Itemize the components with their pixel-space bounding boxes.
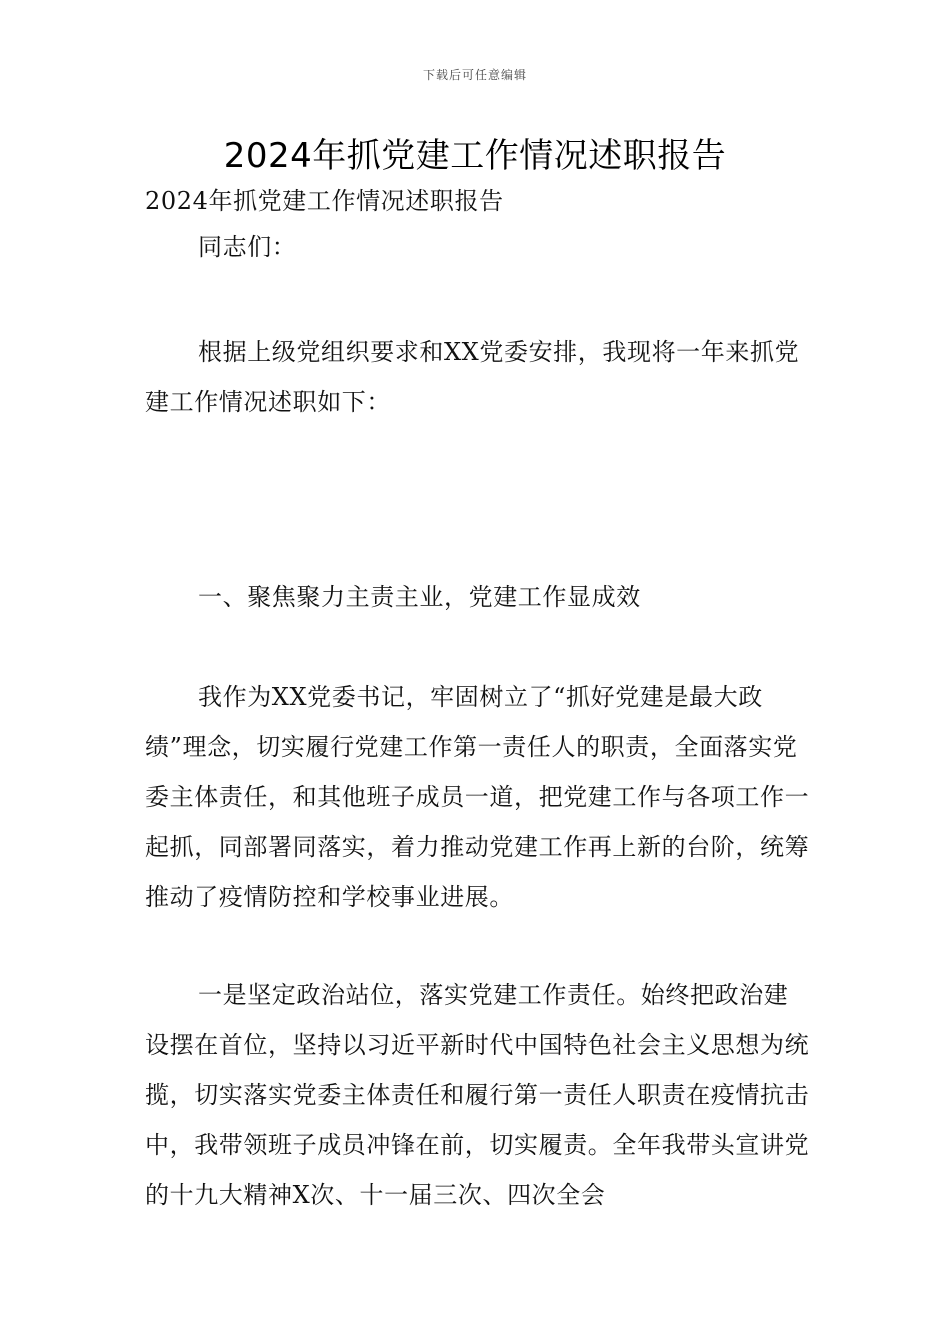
document-title: 2024年抓党建工作情况述职报告 [223,136,727,176]
body-paragraph: 我作为XX党委书记，牢固树立了“抓好党建是最大政绩”理念，切实履行党建工作第一责任人的职责，全面落实党委主体责任，和其他班子成员一道，把党建工作与各项工作一起抓，同部署同落实，着力推动党建工作再上新的台阶，统筹推动了疫情防控和学校事业进展。 [145,683,810,911]
body-paragraph: 一是坚定政治站位，落实党建工作责任。始终把政治建设摆在首位，坚持以习近平新时代中国特色社会主义思想为统揽，切实落实党委主体责任和履行第一责任人职责在疫情抗击中，我带领班子成员冲锋在前，切实履责。全年我带头宣讲党的十九大精神X次、十一届三次、四次全会 [145,981,810,1209]
header-note: 下载后可任意编辑 [422,68,527,82]
greeting: 同志们： [198,233,297,261]
section-heading: 一、聚焦聚力主责主业，党建工作显成效 [198,583,641,611]
intro-paragraph: 根据上级党组织要求和XX党委安排，我现将一年来抓党建工作情况述职如下： [145,338,800,416]
document-subtitle: 2024年抓党建工作情况述职报告 [145,187,504,215]
